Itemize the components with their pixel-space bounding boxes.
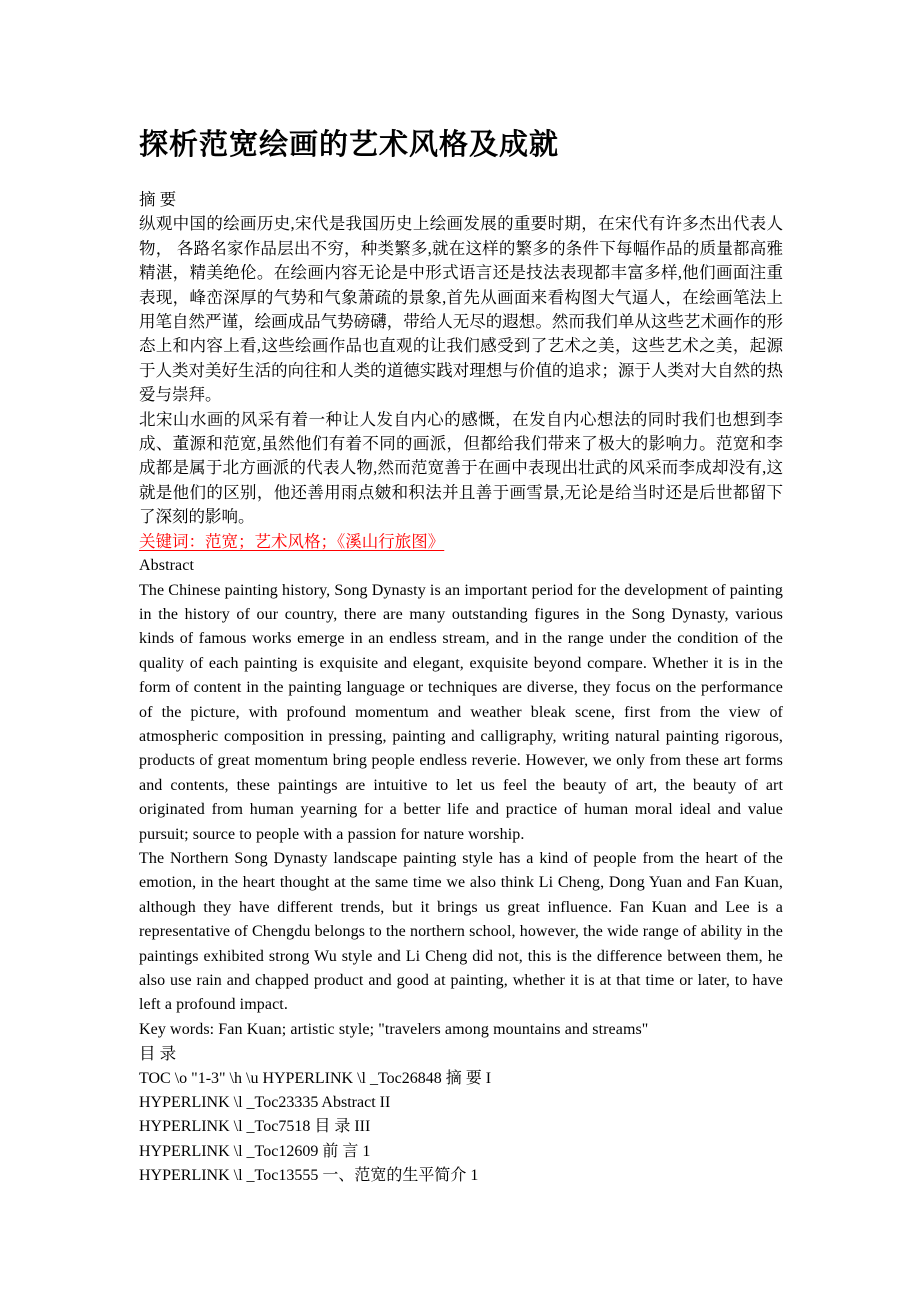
abstract-cn-paragraph-1: 纵观中国的绘画历史,宋代是我国历史上绘画发展的重要时期，在宋代有许多杰出代表人物， 各路名家作品层出不穷，种类繁多,就在这样的繁多的条件下每幅作品的质量都高雅精湛，精美绝伦。在绘画内容无论是中形式语言还是技法表现都丰富多样,他们画面注重表现，峰峦深厚的气势和气象萧疏的景象,首先从画面来看构图大气逼人，在绘画笔法上用笔自然严谨，绘画成品气势磅礴，带给人无尽的遐想。然而我们单从这些艺术画作的形态上和内容上看,这些绘画作品也直观的让我们感受到了艺术之美，这些艺术之美，起源于人类对美好生活的向往和人类的道德实践对理想与价值的追求；源于人类对大自然的热爱与崇拜。 [139, 214, 783, 405]
toc-label: 目 录 [139, 1044, 177, 1064]
keywords-cn-hyperlink[interactable]: 关键词：范宽；艺术风格；《溪山行旅图》 [139, 531, 445, 551]
toc-field-line-2: HYPERLINK \l _Toc23335 Abstract II [139, 1094, 391, 1112]
abstract-en-paragraph-2: The Northern Song Dynasty landscape painting style has a kind of people from the heart of the emotion, in the heart thought at the same time we also think Li Cheng, Dong Yuan and Fan Kuan, although they have different trends, but it brings us great influence. Fan Kuan and Lee is a representative of Chengdu belongs to the northern school, however, the wide range of ability in the paintings exhibited strong Wu style and Li Cheng did not, this is the difference between them, he also use rain and chapped product and good at painting, whether it is at that time or later, to have left a profound impact. [139, 849, 783, 1014]
toc-field-line-3: HYPERLINK \l _Toc7518 目 录 III [139, 1118, 371, 1136]
abstract-cn-paragraph-2: 北宋山水画的风采有着一种让人发自内心的感慨，在发自内心想法的同时我们也想到李成、董源和范宽,虽然他们有着不同的画派，但都给我们带来了极大的影响力。范宽和李成都是属于北方画派的代表人物,然而范宽善于在画中表现出壮武的风采而李成却没有,这就是他们的区别，他还善用雨点皴和积法并且善于画雪景,无论是给当时还是后世都留下了深刻的影响。 [139, 409, 783, 527]
toc-field-line-1: TOC \o "1-3" \h \u HYPERLINK \l _Toc26848 摘 要 I [139, 1069, 492, 1087]
document-title: 探析范宽绘画的艺术风格及成就 [139, 129, 560, 161]
toc-field-line-4: HYPERLINK \l _Toc12609 前 言 1 [139, 1142, 371, 1160]
abstract-cn-label: 摘 要 [139, 190, 177, 209]
toc-field-line-5: HYPERLINK \l _Toc13555 一、范宽的生平简介 1 [139, 1167, 479, 1185]
abstract-en-paragraph-1: The Chinese painting history, Song Dynasty is an important period for the development of painting in the history of our country, there are many outstanding figures in the Song Dynasty, various kinds of famous works emerge in an endless stream, and in the range under the condition of the quality of each painting is exquisite and elegant, exquisite beyond compare. Whether it is in the form of content in the painting language or techniques are diverse, they focus on the performance of the picture, with profound momentum and weather bleak scene, first from the view of atmospheric composition in pressing, painting and calligraphy, writing natural painting rigorous, products of great momentum bring people endless reverie. However, we only from these art forms and contents, these paintings are intuitive to let us feel the beauty of art, the beauty of art originated from human yearning for a better life and practice of human moral ideal and value pursuit; source to people with a passion for nature worship. [139, 581, 783, 843]
keywords-en-line: Key words: Fan Kuan; artistic style; "travelers among mountains and streams" [139, 1020, 649, 1038]
abstract-en-label: Abstract [139, 557, 195, 575]
